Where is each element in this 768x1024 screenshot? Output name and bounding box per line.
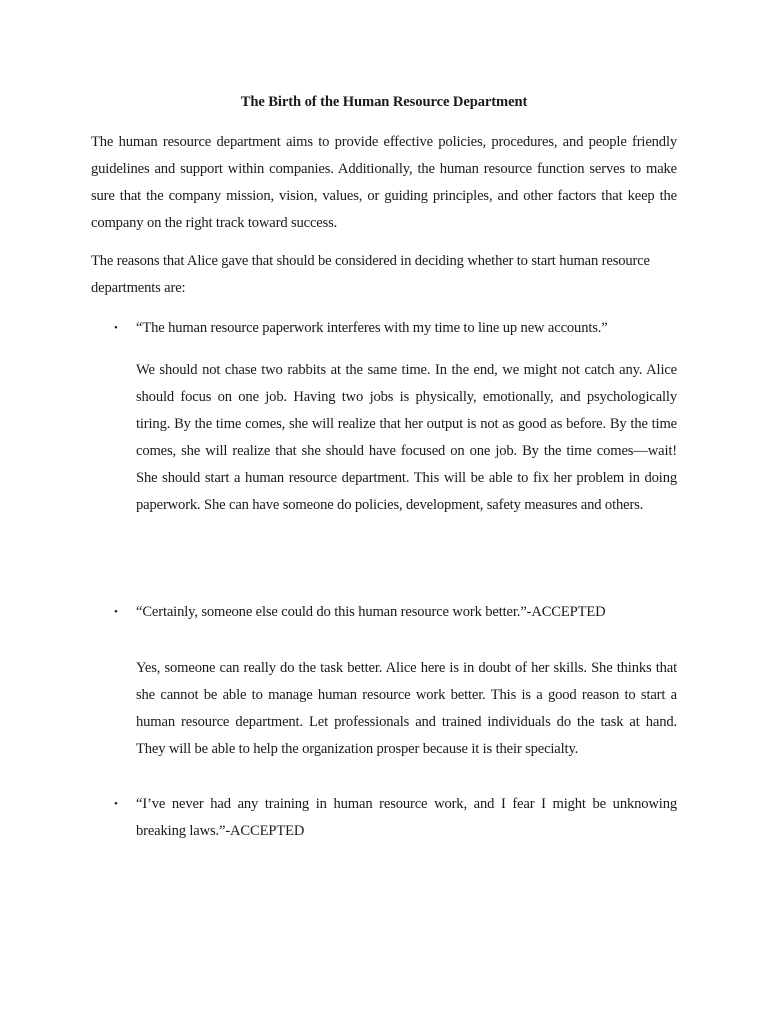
reason-response-2: Yes, someone can really do the task better. Alice here is in doubt of her skills. She thinks that she cannot be able to manage human resource work better. This is a good reason to start a human resource department. Let professionals and trained individuals do the task at hand. They will be able to help the organization prosper because it is their specialty. bbox=[136, 660, 677, 757]
document-title: The Birth of the Human Resource Department bbox=[240, 94, 528, 110]
bullet-icon: • bbox=[114, 606, 118, 618]
reason-response-1: We should not chase two rabbits at the same time. In the end, we might not catch any. Alice should focus on one job. Having two jobs is physically, emotionally, and psychologically tiring. By the time comes, she will realize that her output is not as good as before. By the time comes, she will realize that she should have focused on one job. By the time comes—wait! She should start a human resource department. This will be able to fix her problem in doing paperwork. She can have someone do policies, development, safety measures and others. bbox=[136, 362, 677, 513]
bullet-icon: • bbox=[114, 798, 118, 810]
reason-quote-1: “The human resource paperwork interferes with my time to line up new accounts.” bbox=[136, 320, 608, 336]
reason-quote-2: “Certainly, someone else could do this human resource work better.”-ACCEPTED bbox=[136, 604, 606, 620]
bullet-icon: • bbox=[114, 322, 118, 334]
reasons-lead-paragraph: The reasons that Alice gave that should be considered in deciding whether to start human resource departments are: bbox=[91, 253, 650, 296]
reason-quote-3: “I’ve never had any training in human resource work, and I fear I might be unknowing breaking laws.”-ACCEPTED bbox=[136, 796, 677, 839]
intro-paragraph: The human resource department aims to provide effective policies, procedures, and people friendly guidelines and support within companies. Additionally, the human resource function serves to make sure that the company mission, vision, values, or guiding principles, and other factors that keep the company on the right track toward success. bbox=[91, 134, 677, 231]
